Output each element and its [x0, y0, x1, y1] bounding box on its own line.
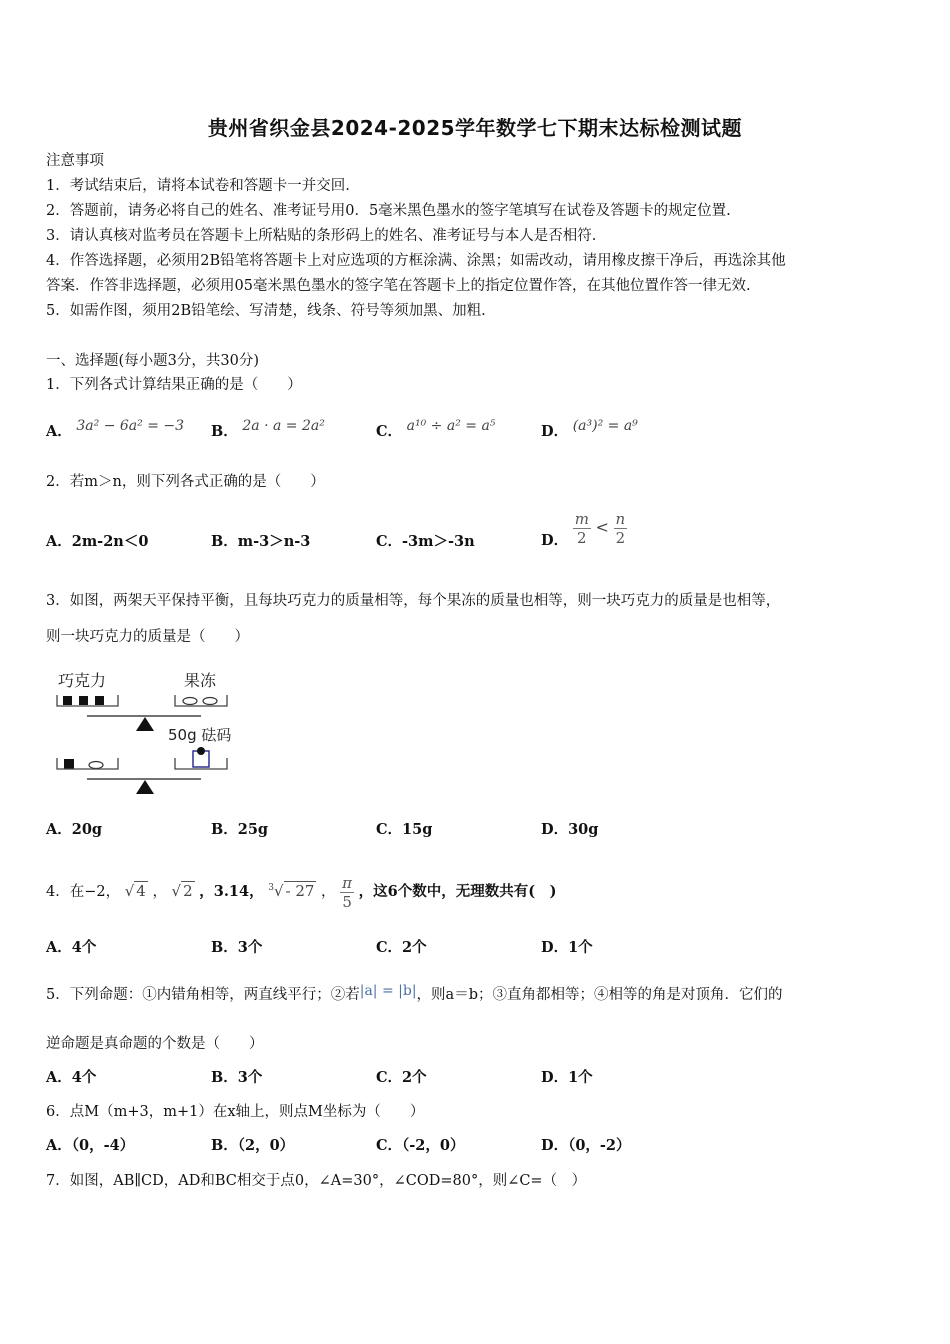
cube-root-minus-27: $^3$√ - 27: [268, 882, 315, 900]
q4-option-d: D．1个: [541, 939, 593, 956]
q5-option-c: C．2个: [376, 1069, 427, 1086]
option-key: C．: [376, 423, 403, 440]
less-than-sign: <: [595, 517, 609, 537]
q6-option-b: B．（2，0）: [211, 1137, 295, 1154]
option-key: A．: [46, 423, 72, 440]
notice-item: 1．考试结束后，请将本试卷和答题卡一并交回.: [46, 178, 350, 194]
bottom-balance: [57, 747, 227, 794]
notice-item: 答案．作答非选择题，必须用05毫米黑色墨水的签字笔在答题卡上的指定位置作答，在其他位置作答一律无效.: [46, 278, 751, 294]
question-5-stem-line1: 5．下列命题：①内错角相等，两直线平行；②若|a| = |b|，则a＝b；③直角都相等；④相等的角是对顶角．它们的: [46, 983, 783, 1003]
fraction-pi-over-5: $\frac{\pi}{5}$: [342, 873, 353, 911]
q1-option-b: [211, 418, 325, 442]
weight-label: 50g 砝码: [168, 726, 232, 744]
q1-option-a: [46, 418, 185, 442]
chocolate-label: 巧克力: [58, 671, 107, 690]
question-2-stem: 2．若m＞n，则下列各式正确的是（ ）: [46, 474, 325, 490]
q1-option-d: [541, 418, 638, 442]
option-key: B．: [211, 423, 238, 440]
question-7-stem: 7．如图，AB∥CD，AD和BC相交于点0，∠A=30°，∠COD=80°，则∠C=（ ）: [46, 1173, 587, 1189]
q4-option-c: C．2个: [376, 939, 427, 956]
q3-option-c: C．15g: [376, 821, 433, 838]
q2-option-a: A．2m-2n＜0: [46, 533, 149, 550]
q6-option-d: D．（0，-2）: [541, 1137, 631, 1154]
balance-figure: [50, 665, 250, 800]
q1-option-c: [376, 418, 496, 442]
q4-option-a: A．4个: [46, 939, 97, 956]
question-1-stem: 1．下列各式计算结果正确的是（ ）: [46, 377, 302, 393]
question-4-stem: 4．在−2， √ 4 ， √ 2 ，3.14， $^3$√ - 27 ， $\frac{\pi}{5}$ ，这6个数中，无理数共有( ): [46, 870, 556, 911]
fraction-m-over-2: $\frac{m}{2}$: [574, 510, 589, 547]
q4-option-b: B．3个: [211, 939, 263, 956]
q1-b-expression: 2a · a = 2a²: [242, 418, 325, 434]
q3-option-b: B．25g: [211, 821, 269, 838]
notice-item: 5．如需作图，须用2B铅笔绘、写清楚，线条、符号等须加黑、加粗.: [46, 303, 486, 319]
section-heading: 一、选择题(每小题3分，共30分): [46, 353, 259, 369]
notice-item: 2．答题前，请务必将自己的姓名、准考证号用0．5毫米黑色墨水的签字笔填写在试卷及答题卡的规定位置.: [46, 203, 731, 219]
q1-c-expression: a¹⁰ ÷ a² = a⁵: [406, 418, 496, 434]
q6-option-a: A．（0，-4）: [46, 1137, 135, 1154]
sqrt-4: √ 4: [124, 882, 146, 900]
question-3-stem-line1: 3．如图，两架天平保持平衡，且每块巧克力的质量相等，每个果冻的质量也相等，则一块巧克力的质量是也相等，: [46, 593, 781, 609]
q2-option-d: [541, 510, 627, 547]
q2-option-b: B．m-3＞n-3: [211, 533, 311, 550]
q1-a-expression: 3a² − 6a² = −3: [76, 418, 185, 434]
option-key: D．: [541, 531, 569, 549]
notice-item: 4．作答选择题，必须用2B铅笔将答题卡上对应选项的方框涂满、涂黑；如需改动，请用橡皮擦干净后，再选涂其他: [46, 253, 786, 269]
notice-item: 3．请认真核对监考员在答题卡上所粘贴的条形码上的姓名、准考证号与本人是否相符.: [46, 228, 597, 244]
q3-option-a: A．20g: [46, 821, 103, 838]
question-3-stem-line2: 则一块巧克力的质量是（ ）: [46, 629, 249, 645]
abs-equation: |a| = |b|: [359, 983, 417, 999]
fraction-n-over-2: $\frac{n}{2}$: [615, 510, 626, 547]
sqrt-2: √ 2: [171, 882, 193, 900]
question-5-stem-line2: 逆命题是真命题的个数是（ ）: [46, 1036, 264, 1052]
option-key: D．: [541, 423, 569, 440]
q5-option-b: B．3个: [211, 1069, 263, 1086]
jelly-label: 果冻: [184, 671, 217, 690]
q6-option-c: C．（-2，0）: [376, 1137, 465, 1154]
notice-heading: 注意事项: [46, 153, 104, 169]
q1-d-expression: (a³)² = a⁹: [572, 418, 638, 434]
question-6-stem: 6．点M（m+3，m+1）在x轴上，则点M坐标为（ ）: [46, 1104, 425, 1120]
q3-option-d: D．30g: [541, 821, 599, 838]
q5-option-a: A．4个: [46, 1069, 97, 1086]
page-title: 贵州省织金县2024-2025学年数学七下期末达标检测试题: [207, 116, 743, 140]
q5-option-d: D．1个: [541, 1069, 593, 1086]
q2-option-c: C．-3m＞-3n: [376, 533, 475, 550]
